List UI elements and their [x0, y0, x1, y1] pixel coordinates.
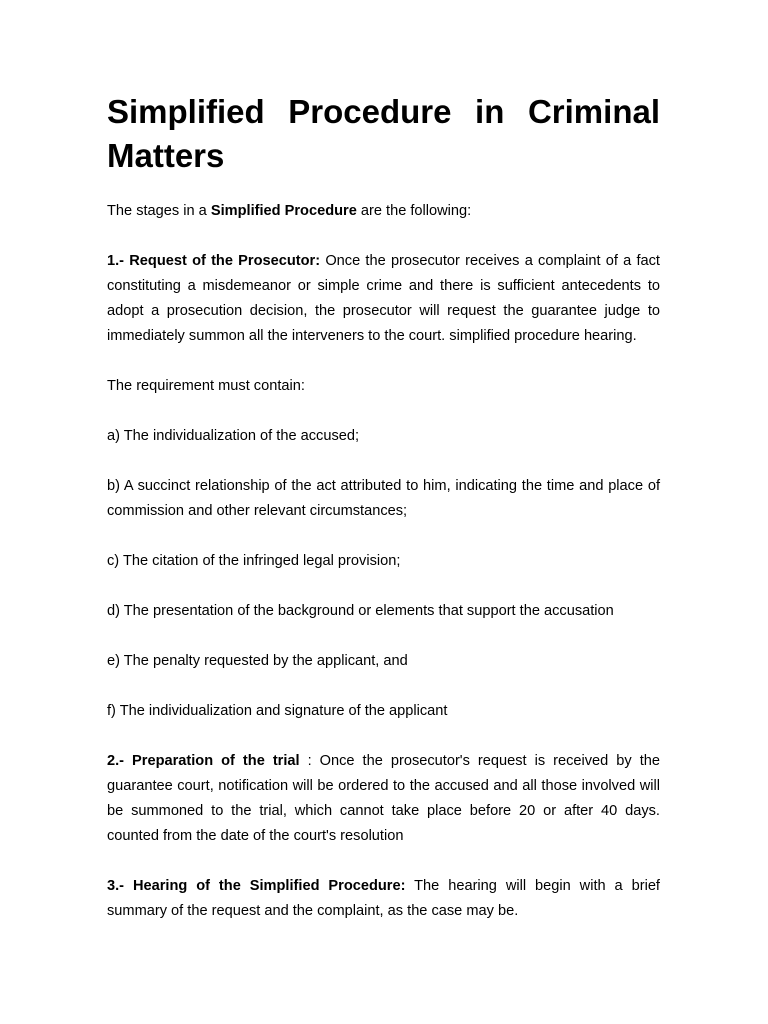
- requirement-item-e: e) The penalty requested by the applicant, and: [107, 653, 408, 669]
- document-page: [107, 90, 660, 949]
- stage-2-heading: 2.- Preparation of the trial: [107, 753, 300, 769]
- stage-3-text: The hearing will begin with a brief summary of the request and the complaint, as the case may be.: [107, 878, 660, 919]
- stage-3-paragraph: [107, 874, 660, 924]
- intro-text-after: are the following:: [356, 203, 472, 219]
- requirement-item-f: f) The individualization and signature of the applicant: [107, 703, 448, 719]
- requirement-item-a: a) The individualization of the accused;: [107, 428, 360, 444]
- requirement-item-c: c) The citation of the infringed legal provision;: [107, 553, 401, 569]
- requirement-item-b: b) A succinct relationship of the act attributed to him, indicating the time and place of commission and other relevant circumstances;: [107, 478, 660, 519]
- stage-1-text: Once the prosecutor receives a complaint of a fact constituting a misdemeanor or simple crime and there is sufficient antecedents to adopt a prosecution decision, the prosecutor will request the guarantee judge to immediately summon all the interveners to the court. simplified procedure hearing.: [107, 253, 660, 344]
- intro-paragraph: [107, 199, 660, 224]
- requirement-intro: The requirement must contain:: [107, 378, 305, 394]
- stage-1-paragraph: [107, 249, 660, 349]
- stage-2-text: : Once the prosecutor's request is received by the guarantee court, notification will be ordered to the accused and all those involved will be summoned to the trial, which cannot take place before 20 or after 40 days. counted from the date of the court's resolution: [107, 753, 660, 844]
- requirement-item-d: d) The presentation of the background or elements that support the accusation: [107, 603, 614, 619]
- stage-3-heading: 3.- Hearing of the Simplified Procedure:: [107, 878, 406, 894]
- intro-bold-term: Simplified Procedure: [210, 203, 357, 219]
- document-title: Simplified Procedure in Criminal Matters: [107, 93, 660, 174]
- intro-text-before: The stages in a: [107, 203, 211, 219]
- stage-1-heading: 1.- Request of the Prosecutor:: [107, 253, 321, 269]
- stage-2-paragraph: [107, 749, 660, 849]
